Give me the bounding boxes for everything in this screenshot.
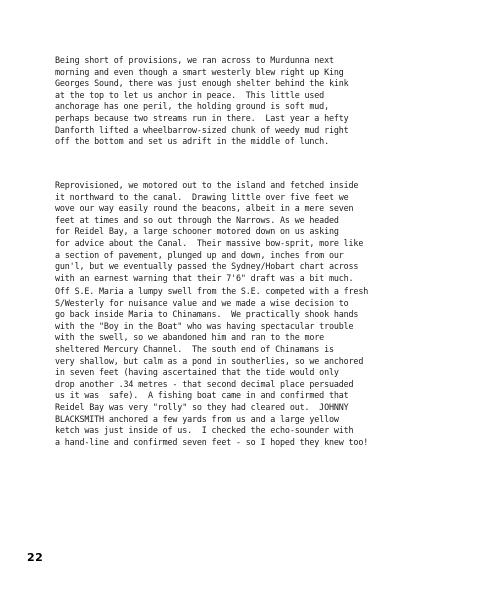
text-line: Georges Sound, there was just enough shelter behind the kink <box>55 78 349 89</box>
text-line: with an earnest warning that their 7'6" draft was a bit much. <box>55 272 354 283</box>
text-line: Being short of provisions, we ran across to Murdunna next <box>55 55 334 65</box>
text-line: at the top to let us anchor in peace. This little used <box>55 89 325 100</box>
text-line: anchorage has one peril, the holding ground is soft mud, <box>55 101 329 112</box>
text-line: it northward to the canal. Drawing little over five feet we <box>55 191 349 202</box>
text-line: for advice about the Canal. Their massive bow-sprit, more like <box>55 237 364 248</box>
text-line: Danforth lifted a wheelbarrow-sized chunk of weedy mud right <box>55 124 349 135</box>
text-line: feet at times and so out through the Narrows. As we headed <box>55 214 339 225</box>
text-line: perhaps because two streams run in there. Last year a hefty <box>55 112 349 123</box>
text-line: with the swell, so we abandoned him and ran to the more <box>55 332 325 343</box>
text-line: sheltered Mercury Channel. The south end of Chinamans is <box>55 343 334 354</box>
text-line: S/Westerly for nuisance value and we made a wise decision to <box>55 297 349 308</box>
paragraph-canal <box>55 180 475 284</box>
text-line: morning and even though a smart westerly blew right up King <box>55 66 344 77</box>
text-line: gun'l, but we eventually passed the Sydney/Hobart chart across <box>55 261 359 272</box>
text-line: us it was safe). A fishing boat came in and confirmed that <box>55 390 349 401</box>
text-line: a hand-line and confirmed seven feet - so I hoped they knew too! <box>55 436 369 447</box>
text-line: Off S.E. Maria a lumpy swell from the S.E. competed with a fresh <box>55 286 369 296</box>
text-line: BLACKSMITH anchored a few yards from us and a large yellow <box>55 413 339 424</box>
paragraph-maria <box>55 286 475 448</box>
text-line: wove our way easily round the beacons, albeit in a mere seven <box>55 203 354 214</box>
paragraph-murdunna <box>55 55 475 148</box>
text-line: Reprovisioned, we motored out to the island and fetched inside <box>55 180 359 190</box>
text-line: off the bottom and set us adrift in the middle of lunch. <box>55 136 329 147</box>
page-number: 22 <box>27 551 44 564</box>
text-line: a section of pavement, plunged up and down, inches from our <box>55 249 344 260</box>
text-line: Reidel Bay was very "rolly" so they had cleared out. JOHNNY <box>55 401 349 412</box>
text-line: ketch was just inside of us. I checked the echo-sounder with <box>55 425 354 436</box>
text-line: with the "Boy in the Boat" who was having spectacular trouble <box>55 320 354 331</box>
text-line: for Reidel Bay, a large schooner motored down on us asking <box>55 226 339 237</box>
text-line: go back inside Maria to Chinamans. We practically shook hands <box>55 309 359 320</box>
text-line: very shallow, but calm as a pond in southerlies, so we anchored <box>55 355 364 366</box>
text-line: in seven feet (having ascertained that the tide would only <box>55 367 339 378</box>
text-line: drop another .34 metres - that second decimal place persuaded <box>55 378 354 389</box>
